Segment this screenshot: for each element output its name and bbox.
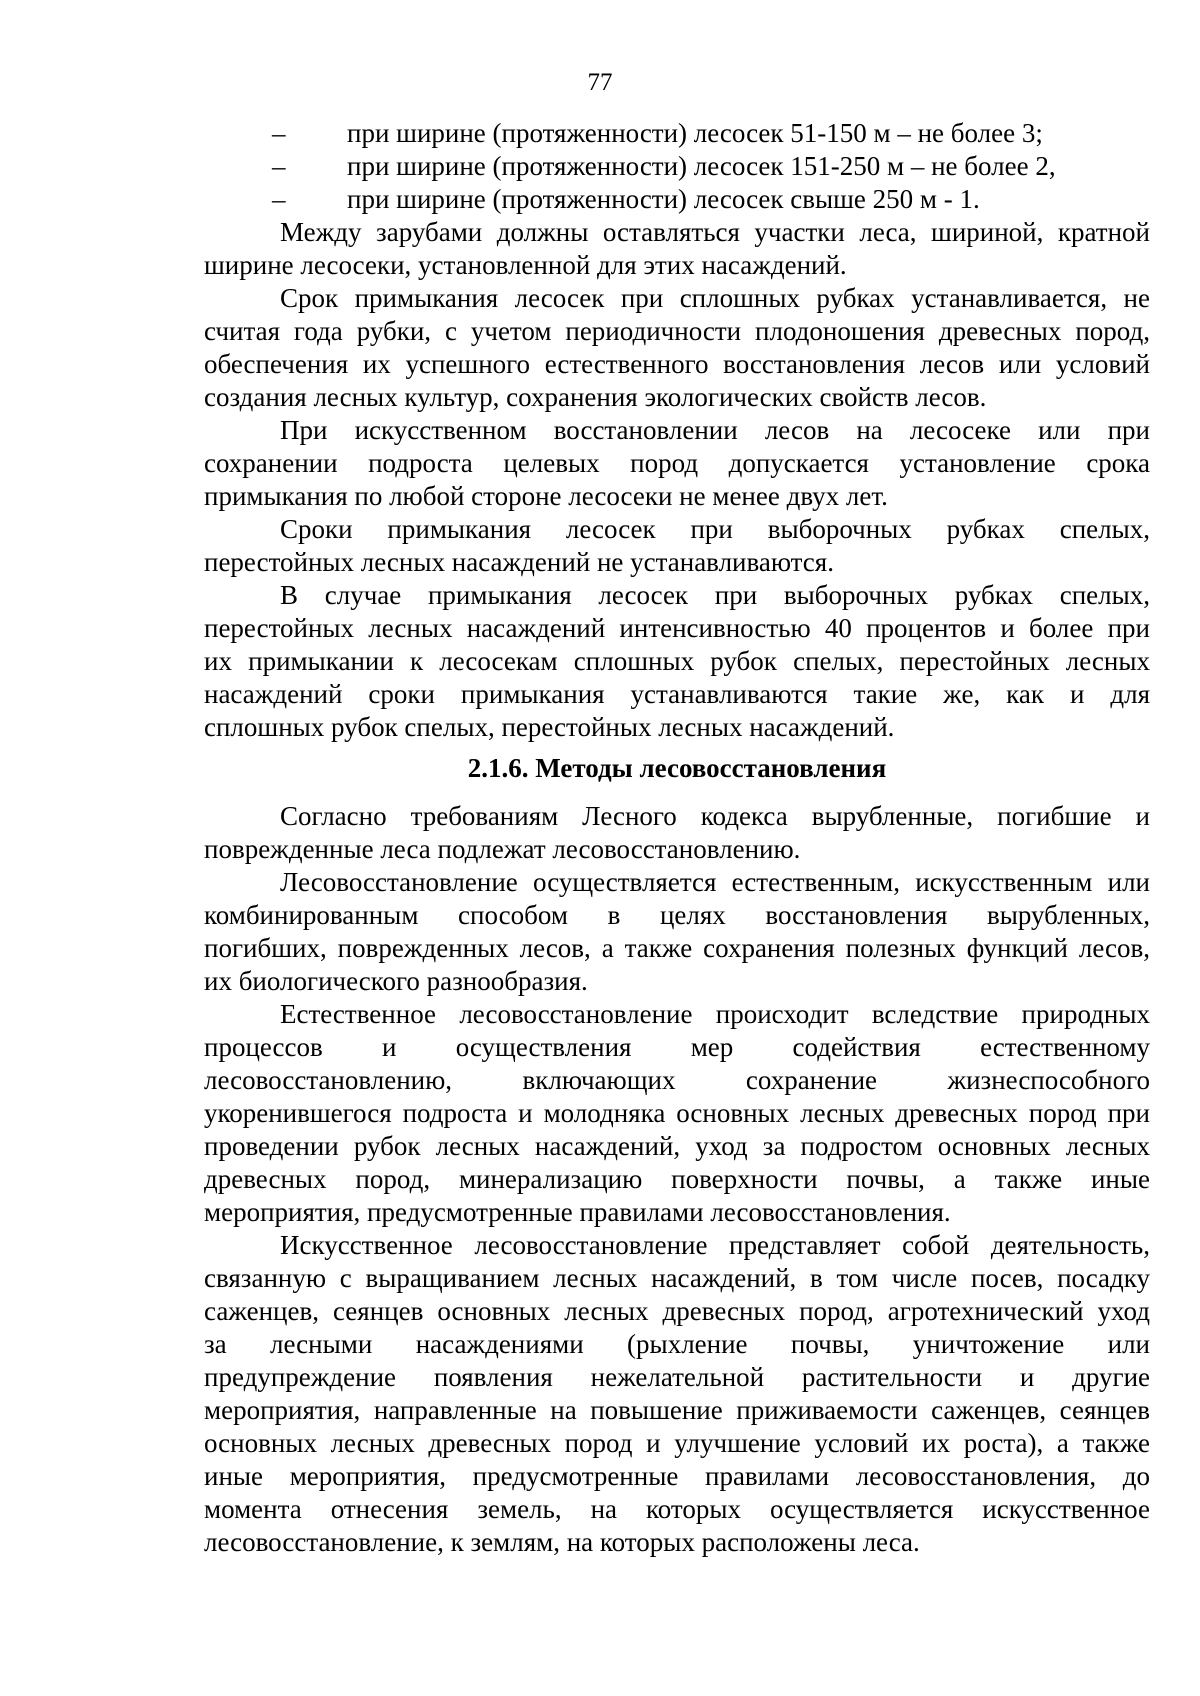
text-line: основных лесных древесных пород и улучшение условий их роста), а также [204,1428,1150,1458]
text-line: ширине лесосеки, установленной для этих насаждений. [204,250,847,280]
text-line: поврежденные леса подлежат лесовосстановлению. [204,834,801,864]
text-line: мероприятия, предусмотренные правилами лесовосстановления. [204,1197,951,1227]
text-line: Лесовосстановление осуществляется естественным, искусственным или [280,867,1150,897]
text-line: Сроки примыкания лесосек при выборочных рубках спелых, [280,514,1150,544]
text-line: обеспечения их успешного естественного восстановления лесов или условий [204,349,1150,379]
text-line: предупреждение появления нежелательной растительности и другие [204,1362,1150,1392]
bullet-item-text: при ширине (протяженности) лесосек 151-250 м – не более 2, [347,151,1056,181]
text-line: укоренившегося подроста и молодняка основных лесных древесных пород при [204,1098,1150,1128]
text-line: комбинированным способом в целях восстановления вырубленных, [204,900,1150,930]
text-line: древесных пород, минерализацию поверхности почвы, а также иные [204,1164,1150,1194]
text-line: мероприятия, направленные на повышение приживаемости саженцев, сеянцев [204,1395,1150,1425]
bullet-item-text: при ширине (протяженности) лесосек свыше 250 м - 1. [347,184,980,214]
text-line: погибших, поврежденных лесов, а также сохранения полезных функций лесов, [204,933,1150,963]
text-line: лесовосстановлению, включающих сохранение жизнеспособного [204,1065,1150,1095]
text-line: момента отнесения земель, на которых осуществляется искусственное [204,1494,1150,1524]
text-line: Искусственное лесовосстановление представляет собой деятельность, [280,1230,1150,1260]
text-line: Срок примыкания лесосек при сплошных рубках устанавливается, не [280,283,1150,313]
text-line: При искусственном восстановлении лесов на лесосеке или при [280,415,1150,445]
text-line: Между зарубами должны оставляться участки леса, шириной, кратной [280,217,1150,247]
text-line: перестойных лесных насаждений не устанавливаются. [204,547,834,577]
text-line: сплошных рубок спелых, перестойных лесных насаждений. [204,712,895,742]
text-line: за лесными насаждениями (рыхление почвы, уничтожение или [204,1329,1150,1359]
text-line: В случае примыкания лесосек при выборочных рубках спелых, [280,580,1150,610]
text-line: Согласно требованиям Лесного кодекса вырубленные, погибшие и [280,801,1150,831]
text-line: насаждений сроки примыкания устанавливаются такие же, как и для [204,679,1150,709]
text-line: связанную с выращиванием лесных насаждений, в том числе посев, посадку [204,1263,1150,1293]
bullet-dash: – [272,118,286,148]
text-line: иные мероприятия, предусмотренные правилами лесовосстановления, до [204,1461,1150,1491]
text-line: их примыкании к лесосекам сплошных рубок спелых, перестойных лесных [204,646,1150,676]
text-line: создания лесных культур, сохранения экологических свойств лесов. [204,382,987,412]
bullet-dash: – [272,184,286,214]
text-line: саженцев, сеянцев основных лесных древесных пород, агротехнический уход [204,1296,1150,1326]
page-number: 77 [587,69,613,96]
text-line: Естественное лесовосстановление происходит вследствие природных [280,999,1150,1029]
text-line: считая года рубки, с учетом периодичности плодоношения древесных пород, [204,316,1150,346]
bullet-dash: – [272,151,286,181]
text-line: примыкания по любой стороне лесосеки не менее двух лет. [204,481,888,511]
text-line: их биологического разнообразия. [204,966,588,996]
bullet-item-text: при ширине (протяженности) лесосек 51-150 м – не более 3; [347,118,1043,148]
section-heading: 2.1.6. Методы лесовосстановления [467,753,887,783]
text-line: перестойных лесных насаждений интенсивностью 40 процентов и более при [204,613,1150,643]
text-line: проведении рубок лесных насаждений, уход за подростом основных лесных [204,1131,1150,1161]
text-line: сохранении подроста целевых пород допускается установление срока [204,448,1150,478]
text-line: процессов и осуществления мер содействия естественному [204,1032,1150,1062]
text-line: лесовосстановление, к землям, на которых расположены леса. [204,1527,920,1557]
